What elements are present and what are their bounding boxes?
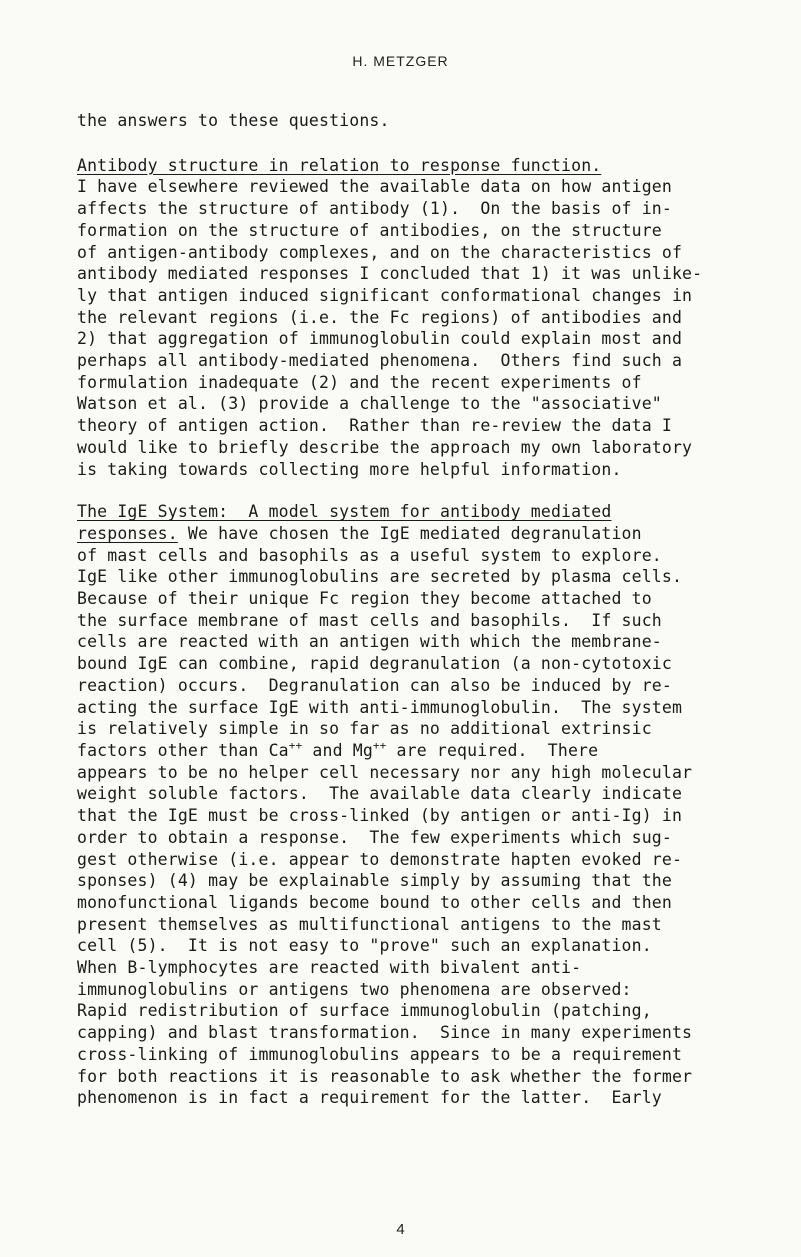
text-line: immunoglobulins or antigens two phenomena are observed: [77, 979, 632, 999]
text-line: affects the structure of antibody (1). On the basis of in- [77, 199, 672, 219]
text-line: bound IgE can combine, rapid degranulation (a non-cytotoxic [77, 654, 672, 674]
section1-heading-text: Antibody structure in relation to response function. [77, 155, 602, 175]
cation-line [77, 740, 777, 762]
cation-text-2: and Mg [302, 740, 373, 760]
text-line: phenomenon is in fact a requirement for the latter. Early [77, 1088, 662, 1108]
page-number: 4 [396, 1221, 405, 1238]
magnesium-charge: ++ [372, 738, 387, 752]
text-line: of antigen-antibody complexes, and on the characteristics of [77, 242, 683, 262]
text-line: I have elsewhere reviewed the available data on how antigen [77, 177, 672, 197]
section2-heading-line1 [77, 501, 777, 523]
text-line: Rapid redistribution of surface immunoglobulin (patching, [77, 1001, 652, 1021]
section2-heading-continued: responses. [77, 523, 178, 543]
text-line: is relatively simple in so far as no additional extrinsic [77, 719, 652, 739]
intro-line: the answers to these questions. [77, 111, 390, 130]
text-line: cells are reacted with an antigen with which the membrane- [77, 632, 662, 652]
text-line: When B-lymphocytes are reacted with bivalent anti- [77, 958, 582, 978]
section2-first-line-rest: We have chosen the IgE mediated degranulation [177, 523, 642, 543]
text-line: weight soluble factors. The available data clearly indicate [77, 784, 683, 804]
section2-paragraph-part-b [77, 762, 777, 1109]
text-line: acting the surface IgE with anti-immunoglobulin. The system [77, 697, 683, 717]
text-line: reaction) occurs. Degranulation can also be induced by re- [77, 675, 672, 695]
text-line: 2) that aggregation of immunoglobulin could explain most and [77, 329, 683, 349]
text-line: the relevant regions (i.e. the Fc regions) of antibodies and [77, 307, 683, 327]
calcium-charge: ++ [288, 738, 303, 752]
text-line: theory of antigen action. Rather than re-review the data I [77, 416, 672, 436]
text-line: order to obtain a response. The few experiments which sug- [77, 827, 672, 847]
text-line: would like to briefly describe the approach my own laboratory [77, 437, 693, 457]
text-line: antibody mediated responses I concluded that 1) it was unlike- [77, 264, 703, 284]
text-line: capping) and blast transformation. Since in many experiments [77, 1023, 693, 1043]
running-head: H. METZGER [352, 53, 449, 69]
text-line: appears to be no helper cell necessary nor any high molecular [77, 762, 693, 782]
text-line: the surface membrane of mast cells and basophils. If such [77, 610, 662, 630]
text-line: formulation inadequate (2) and the recent experiments of [77, 372, 642, 392]
section2-paragraph-part-a [77, 545, 777, 740]
text-line: for both reactions it is reasonable to ask whether the former [77, 1066, 693, 1086]
text-line: that the IgE must be cross-linked (by antigen or anti-Ig) in [77, 806, 683, 826]
text-line: perhaps all antibody-mediated phenomena. Others find such a [77, 351, 683, 371]
section1-heading [77, 155, 777, 177]
text-line: sponses) (4) may be explainable simply by assuming that the [77, 871, 672, 891]
section1-paragraph [77, 176, 777, 480]
page-body [77, 110, 777, 1109]
text-line: gest otherwise (i.e. appear to demonstrate hapten evoked re- [77, 849, 683, 869]
section2-heading-text: The IgE System: A model system for antibody mediated [77, 502, 612, 522]
text-line: is taking towards collecting more helpful information. [77, 459, 622, 479]
cation-text-1: factors other than Ca [77, 740, 289, 760]
text-line: IgE like other immunoglobulins are secreted by plasma cells. [77, 567, 683, 587]
section2-heading-line2 [77, 523, 777, 545]
text-line: monofunctional ligands become bound to other cells and then [77, 892, 672, 912]
text-line: present themselves as multifunctional antigens to the mast [77, 914, 662, 934]
text-line: formation on the structure of antibodies, on the structure [77, 220, 662, 240]
text-line: cross-linking of immunoglobulins appears to be a requirement [77, 1044, 683, 1064]
cation-text-3: are required. There [386, 740, 599, 760]
text-line: cell (5). It is not easy to "prove" such an explanation. [77, 936, 652, 956]
text-line: Watson et al. (3) provide a challenge to the "associative" [77, 394, 662, 414]
text-line: Because of their unique Fc region they become attached to [77, 589, 652, 609]
text-line: ly that antigen induced significant conformational changes in [77, 285, 693, 305]
text-line: of mast cells and basophils as a useful system to explore. [77, 545, 662, 565]
